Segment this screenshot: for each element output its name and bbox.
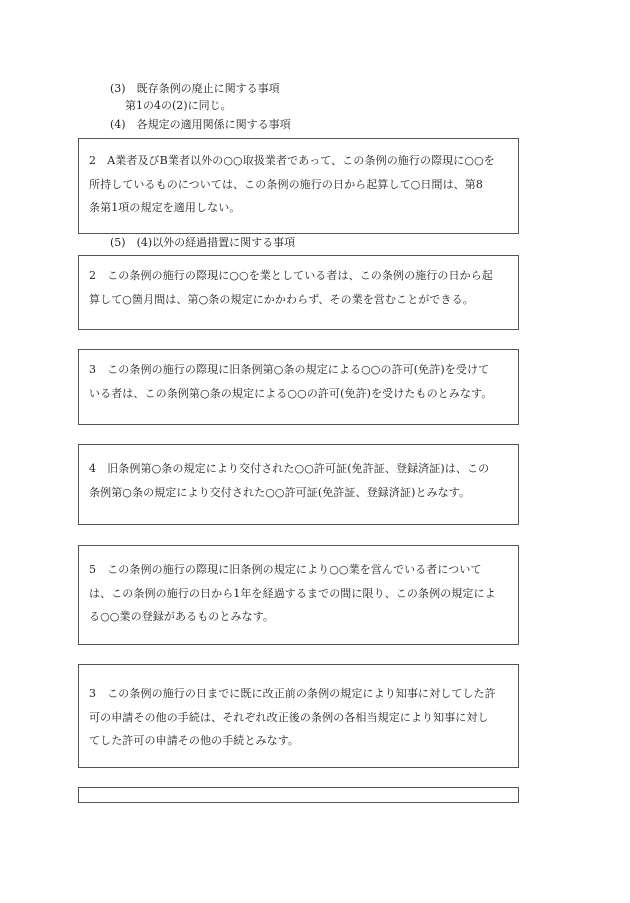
provision-box: [78, 255, 519, 330]
provision-line: 算して○箇月間は、第○条の規定にかかわらず、その業を営むことができる。: [89, 292, 474, 306]
provision-line: 5 この条例の施行の際現に旧条例の規定により○○業を営んでいる者について: [89, 563, 482, 576]
provision-line: 3 この条例の施行の際現に旧条例第○条の規定による○○の許可(免許)を受けて: [89, 363, 490, 376]
provision-line: 条例第○条の規定により交付された○○許可証(免許証、登録済証)とみなす。: [89, 485, 471, 499]
provision-line: いる者は、この条例第○条の規定による○○の許可(免許)を受けたものとみなす。: [89, 386, 493, 400]
provision-box: [78, 349, 519, 425]
provision-line: 2 この条例の施行の際現に○○を業としている者は、この条例の施行の日から起: [89, 269, 493, 282]
provision-line: 条第1項の規定を適用しない。: [89, 201, 241, 214]
heading-note-same-as-1-4-2: 第1の4の(2)に同じ。: [125, 99, 232, 112]
provision-box: [78, 664, 519, 768]
provision-line: 4 旧条例第○条の規定により交付された○○許可証(免許証、登録済証)は、この: [89, 462, 490, 475]
provision-line: は、この条例の施行の日から1年を経過するまでの間に限り、この条例の規定によ: [89, 586, 496, 600]
heading-applicability: (4) 各規定の適用関係に関する事項: [110, 118, 291, 131]
provision-box: [78, 138, 519, 234]
provision-line: る○○業の登録があるものとみなす。: [89, 610, 275, 623]
provision-line: 可の申請その他の手続は、それぞれ改正後の条例の各相当規定により知事に対し: [89, 710, 489, 724]
empty-box: [78, 787, 519, 803]
provision-line: 2 A業者及びB業者以外の○○取扱業者であって、この条例の施行の際現に○○を: [89, 154, 495, 167]
heading-other-transitional: (5) (4)以外の経過措置に関する事項: [110, 236, 296, 249]
provision-box: [78, 545, 519, 645]
provision-line: 所持しているものについては、この条例の施行の日から起算して○日間は、第8: [89, 177, 483, 191]
provision-line: てした許可の申請その他の手続とみなす。: [89, 734, 300, 747]
provision-box: [78, 444, 519, 525]
provision-line: 3 この条例の施行の日までに既に改正前の条例の規定により知事に対してした許: [89, 687, 496, 700]
heading-existing-ordinance-repeal: (3) 既存条例の廃止に関する事項: [110, 82, 280, 95]
